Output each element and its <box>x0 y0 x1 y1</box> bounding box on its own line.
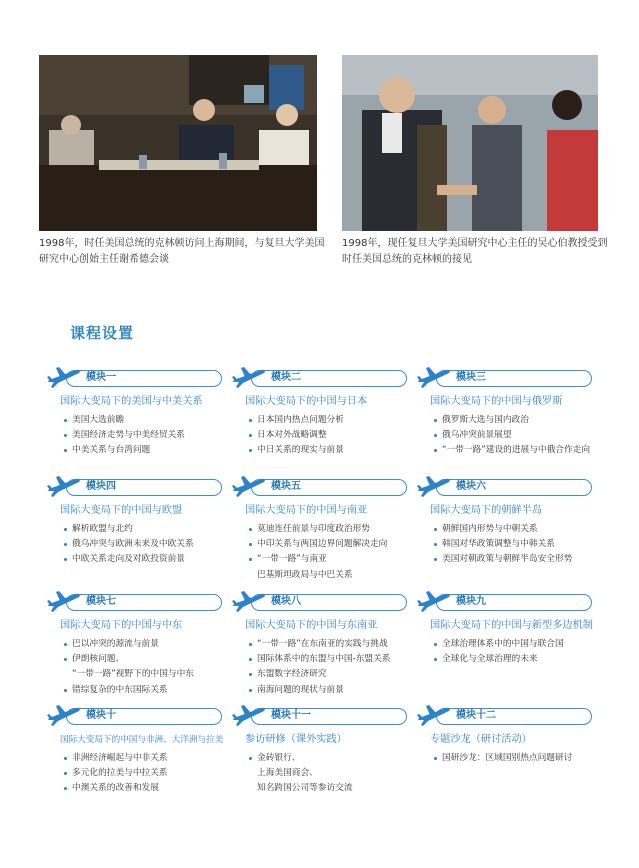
module-title: 国际大变局下的中国与南亚 <box>245 505 368 516</box>
module-topic-item: “一带一路”视野下的中国与中东 <box>72 669 194 680</box>
module-header <box>418 474 598 498</box>
airplane-icon <box>231 701 267 729</box>
module-title: 国际大变局下的中国与欧盟 <box>60 505 183 516</box>
module-header <box>48 474 228 498</box>
module-title: 国际大变局下的中国与非洲、大洋洲与拉美 <box>60 735 224 745</box>
module-topic-item: 巴以冲突的源流与前景 <box>64 637 228 652</box>
course-module <box>418 474 598 568</box>
module-topic-list <box>249 522 413 583</box>
course-module <box>48 365 228 459</box>
airplane-icon <box>231 363 267 391</box>
course-module <box>233 365 413 459</box>
module-topic-item: 日本国内热点问题分析 <box>249 413 413 428</box>
course-module <box>233 474 413 583</box>
module-topic-item: 俄乌冲突与欧洲未来及中欧关系 <box>64 537 228 552</box>
module-topic-item: 美国大选前瞻 <box>64 413 228 428</box>
module-label: 模块八 <box>271 596 301 607</box>
course-module <box>48 474 228 568</box>
module-label: 模块五 <box>271 481 301 492</box>
course-module <box>48 703 228 797</box>
module-topic-item: 俄乌冲突前景展望 <box>434 428 598 443</box>
module-topic-list <box>434 751 598 766</box>
module-topic-list <box>64 751 228 797</box>
module-topic-item: 全球化与全球治理的未来 <box>434 652 598 667</box>
module-header <box>48 589 228 613</box>
module-label: 模块二 <box>271 372 301 383</box>
module-topic-item: 非洲经济崛起与中非关系 <box>64 751 228 766</box>
course-module <box>418 589 598 667</box>
airplane-icon <box>416 472 452 500</box>
airplane-icon <box>416 363 452 391</box>
module-topic-item: 朝鲜国内形势与中朝关系 <box>434 522 598 537</box>
airplane-icon <box>416 701 452 729</box>
module-topic-item: 金砖银行、 <box>249 751 413 766</box>
module-topic-item: 美国对朝政策与朝鲜半岛安全形势 <box>434 552 598 567</box>
section-title: 课程设置 <box>70 324 135 342</box>
module-topic-item: 莫迪连任前景与印度政治形势 <box>249 522 413 537</box>
module-topic-item: 中澳关系的改善和发展 <box>64 781 228 796</box>
module-label: 模块十一 <box>271 710 311 721</box>
module-header <box>233 589 413 613</box>
airplane-icon <box>231 587 267 615</box>
module-label: 模块七 <box>86 596 116 607</box>
module-topic-item: 解析欧盟与北约 <box>64 522 228 537</box>
airplane-icon <box>46 587 82 615</box>
course-module <box>418 703 598 766</box>
module-label: 模块四 <box>86 481 116 492</box>
module-header <box>233 474 413 498</box>
module-topic-item: “一带一路”在东南亚的实践与挑战 <box>249 637 413 652</box>
airplane-icon <box>231 472 267 500</box>
module-topic-item: 巴基斯坦政局与中巴关系 <box>257 569 353 580</box>
module-topic-item: 中印关系与两国边界问题解决走向 <box>249 537 413 552</box>
course-module <box>233 703 413 797</box>
course-module <box>48 589 228 698</box>
module-title: 国际大变局下的中国与日本 <box>245 396 368 407</box>
photo-caption: 1998年，时任美国总统的克林顿访问上海期间，与复旦大学美国研究中心创始主任谢希德会谈 <box>39 238 325 265</box>
module-topic-list <box>434 413 598 459</box>
module-topic-list <box>64 637 228 698</box>
module-topic-item: 上海美国商会、 <box>257 768 318 779</box>
module-header <box>418 589 598 613</box>
module-label: 模块九 <box>456 596 486 607</box>
module-label: 模块六 <box>456 481 486 492</box>
module-topic-list <box>434 637 598 667</box>
module-topic-item: 南海问题的现状与前景 <box>249 683 413 698</box>
photo-caption: 1998年，现任复旦大学美国研究中心主任的吴心伯教授受到时任美国总统的克林顿的接见 <box>342 238 608 265</box>
module-title: 国际大变局下的朝鲜半岛 <box>430 505 543 516</box>
module-label: 模块十 <box>86 710 116 721</box>
module-title: 国际大变局下的中国与中东 <box>60 620 183 631</box>
module-topic-list <box>249 413 413 459</box>
module-header <box>418 365 598 389</box>
airplane-icon <box>46 363 82 391</box>
module-topic-item: “一带一路”建设的进展与中俄合作走向 <box>434 443 598 458</box>
module-topic-item: 错综复杂的中东国际关系 <box>64 683 228 698</box>
module-header <box>48 703 228 727</box>
module-topic-list <box>249 637 413 698</box>
module-topic-item: 国际体系中的东盟与中国-东盟关系 <box>249 652 413 667</box>
module-topic-item: 美国经济走势与中美经贸关系 <box>64 428 228 443</box>
module-topic-item: 多元化的拉美与中拉关系 <box>64 766 228 781</box>
module-topic-list <box>434 522 598 568</box>
airplane-icon <box>46 701 82 729</box>
module-header <box>418 703 598 727</box>
module-title: 国际大变局下的中国与俄罗斯 <box>430 396 563 407</box>
module-topic-item: 俄罗斯大选与国内政治 <box>434 413 598 428</box>
module-topic-item: 国研沙龙：区域国别热点问题研讨 <box>434 751 598 766</box>
module-topic-list <box>249 751 413 797</box>
module-title: 参访研修（课外实践） <box>245 734 347 745</box>
module-topic-item: 韩国对华政策调整与中韩关系 <box>434 537 598 552</box>
module-topic-item: 全球治理体系中的中国与联合国 <box>434 637 598 652</box>
module-topic-item: 伊朗核问题、 <box>64 652 228 667</box>
module-topic-item: 中欧关系走向及对欧投资前景 <box>64 552 228 567</box>
module-title: 国际大变局下的中国与新型多边机制 <box>430 620 593 631</box>
module-topic-item: 中美关系与台湾问题 <box>64 443 228 458</box>
course-module <box>418 365 598 459</box>
airplane-icon <box>416 587 452 615</box>
module-label: 模块三 <box>456 372 486 383</box>
module-topic-item: 中日关系的现实与前景 <box>249 443 413 458</box>
module-title: 专题沙龙（研讨活动） <box>430 734 532 745</box>
module-topic-item: 日本对外战略调整 <box>249 428 413 443</box>
module-topic-list <box>64 413 228 459</box>
airplane-icon <box>46 472 82 500</box>
course-module <box>233 589 413 698</box>
module-topic-item: 知名跨国公司等参访交流 <box>257 783 353 794</box>
module-header <box>233 703 413 727</box>
module-header <box>233 365 413 389</box>
photo-clinton-meeting <box>39 55 317 231</box>
module-label: 模块十二 <box>456 710 496 721</box>
module-label: 模块一 <box>86 372 116 383</box>
photo-clinton-handshake <box>342 55 598 231</box>
module-title: 国际大变局下的美国与中美关系 <box>60 396 203 407</box>
module-title: 国际大变局下的中国与东南亚 <box>245 620 378 631</box>
module-topic-list <box>64 522 228 568</box>
module-header <box>48 365 228 389</box>
module-topic-item: “一带一路”与南亚 <box>249 552 413 567</box>
module-topic-item: 东盟数字经济研究 <box>249 667 413 682</box>
